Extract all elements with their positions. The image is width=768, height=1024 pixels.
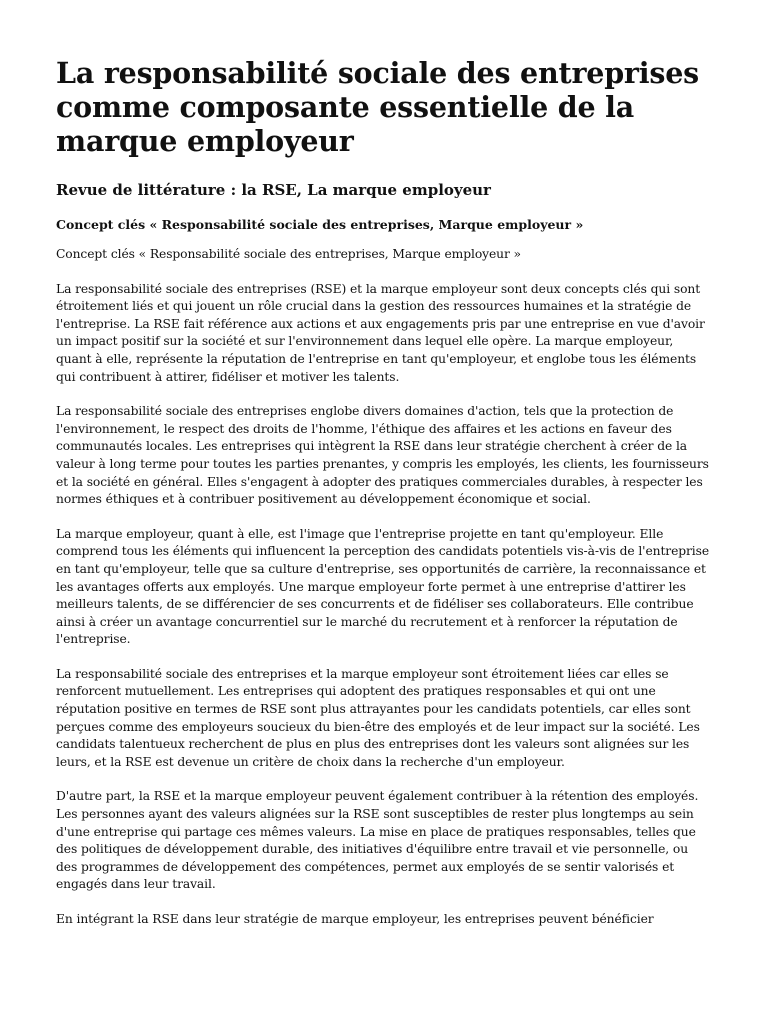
paragraph: En intégrant la RSE dans leur stratégie de marque employeur, les entreprises peuvent bénéficier	[56, 912, 654, 926]
paragraph: La responsabilité sociale des entreprises et la marque employeur sont étroitement liées car elles se renforcent mutuellement. Les entreprises qui adoptent des pratiques responsables et qui ont une réputation positive en termes de RSE sont plus attrayantes pour les candidats potentiels, car elles sont perçues comme des employeurs soucieux du bien-être des employés et de leur impact sur la société. Les candidats talentueux recherchent de plus en plus des entreprises dont les valeurs sont alignées sur les leurs, et la RSE est devenue un critère de choix dans la recherche d'un employeur.	[56, 666, 700, 769]
section-heading: Concept clés « Responsabilité sociale des entreprises, Marque employeur »	[56, 217, 584, 232]
document-title: La responsabilité sociale des entreprises comme composante essentielle de la marque employeur	[56, 56, 699, 158]
paragraph: La responsabilité sociale des entreprises (RSE) et la marque employeur sont deux concepts clés qui sont étroitement liés et qui jouent un rôle crucial dans la gestion des ressources humaines et la stratégie de l'entreprise. La RSE fait référence aux actions et aux engagements pris par une entreprise en vue d'avoir un impact positif sur la société et sur l'environnement dans lequel elle opère. La marque employeur, quant à elle, représente la réputation de l'entreprise en tant qu'employeur, et englobe tous les éléments qui contribuent à attirer, fidéliser et motiver les talents.	[56, 281, 705, 384]
document-page	[56, 56, 712, 946]
paragraph: La responsabilité sociale des entreprises englobe divers domaines d'action, tels que la protection de l'environnement, le respect des droits de l'homme, l'éthique des affaires et les actions en faveur des communautés locales. Les entreprises qui intègrent la RSE dans leur stratégie cherchent à créer de la valeur à long terme pour toutes les parties prenantes, y compris les employés, les clients, les fournisseurs et la société en général. Elles s'engagent à adopter des pratiques commerciales durables, à respecter les normes éthiques et à contribuer positivement au développement économique et social.	[56, 404, 709, 507]
paragraph: Concept clés « Responsabilité sociale des entreprises, Marque employeur »	[56, 247, 521, 261]
document-subtitle: Revue de littérature : la RSE, La marque employeur	[56, 181, 491, 199]
paragraph: D'autre part, la RSE et la marque employeur peuvent également contribuer à la rétention des employés. Les personnes ayant des valeurs alignées sur la RSE sont susceptibles de rester plus longtemps au sein d'une entreprise qui partage ces mêmes valeurs. La mise en place de pratiques responsables, telles que des politiques de développement durable, des initiatives d'équilibre entre travail et vie personnelle, ou des programmes de développement des compétences, permet aux employés de se sentir valorisés et engagés dans leur travail.	[56, 789, 699, 892]
paragraph: La marque employeur, quant à elle, est l'image que l'entreprise projette en tant qu'employeur. Elle comprend tous les éléments qui influencent la perception des candidats potentiels vis-à-vis de l'entreprise en tant qu'employeur, telle que sa culture d'entreprise, ses opportunités de carrière, la reconnaissance et les avantages offerts aux employés. Une marque employeur forte permet à une entreprise d'attirer les meilleurs talents, de se différencier de ses concurrents et de fidéliser ses collaborateurs. Elle contribue ainsi à créer un avantage concurrentiel sur le marché du recrutement et à renforcer la réputation de l'entreprise.	[56, 526, 710, 647]
